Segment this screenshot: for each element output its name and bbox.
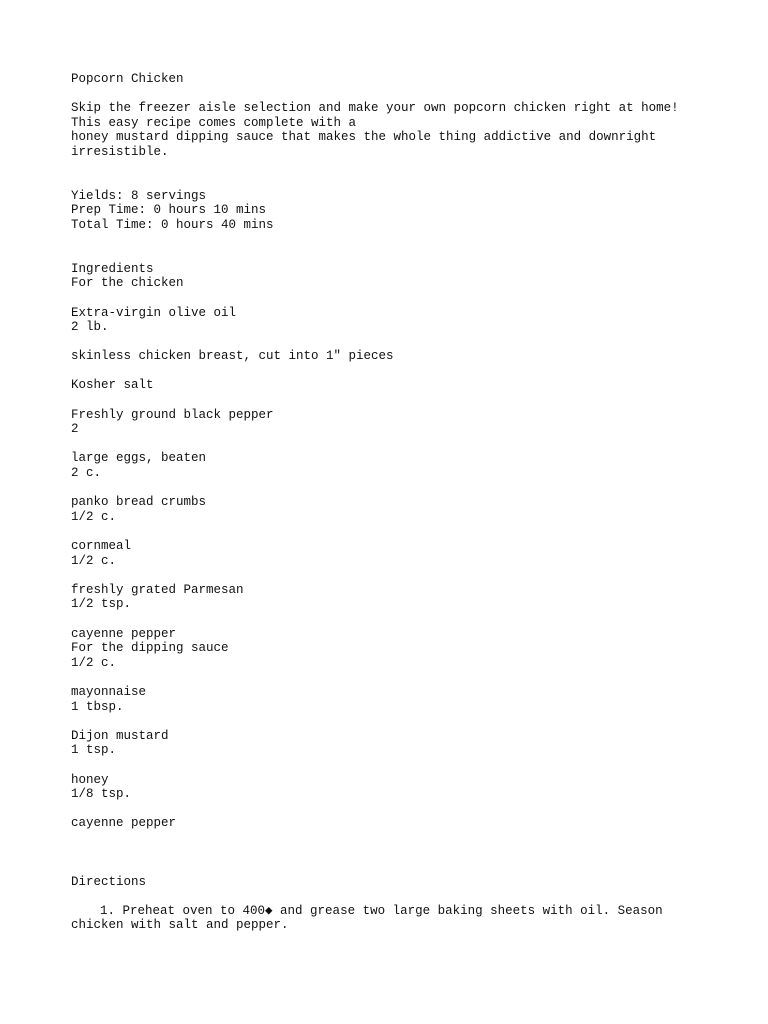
chicken-subheading: For the chicken [71,276,184,291]
intro-line: Skip the freezer aisle selection and make your own popcorn chicken right at home! [71,101,679,116]
ingredient-quantity: 1 tbsp. [71,699,124,714]
spacer [71,233,711,262]
yields-text: Yields: 8 servings [71,188,207,203]
chicken-ingredient-list [71,306,711,642]
intro-line: This easy recipe comes complete with a [71,115,357,130]
ingredient-item [71,816,711,831]
intro-line: honey mustard dipping sauce that makes the whole thing addictive and downright [71,130,657,145]
ingredient-quantity: 2 [71,422,79,437]
spacer [71,291,711,306]
ingredient-name: cayenne pepper [71,626,177,641]
sauce-ingredient-list [71,641,711,831]
ingredient-item [71,773,711,802]
directions-heading: Directions [71,874,147,889]
ingredient-item [71,495,711,524]
prep-time-text: Prep Time: 0 hours 10 mins [71,203,267,218]
directions-list [71,904,711,933]
ingredient-quantity: 2 lb. [71,320,109,335]
spacer [71,831,711,875]
ingredient-name: Dijon mustard [71,728,169,743]
ingredient-name: Kosher salt [71,378,154,393]
spacer [71,160,711,189]
sauce-header-group [71,641,711,670]
ingredients-heading: Ingredients [71,261,154,276]
ingredient-name: panko bread crumbs [71,495,207,510]
intro-line: irresistible. [71,144,169,159]
ingredient-name: Extra-virgin olive oil [71,305,237,320]
recipe-title: Popcorn Chicken [71,72,184,86]
ingredient-item [71,378,711,393]
ingredient-item [71,306,711,335]
ingredient-item [71,685,711,714]
spacer [71,889,711,904]
ingredient-name: freshly grated Parmesan [71,582,244,597]
total-time-text: Total Time: 0 hours 40 mins [71,217,274,232]
recipe-intro [71,101,711,159]
ingredient-name: mayonnaise [71,684,147,699]
ingredient-quantity: 1/2 c. [71,553,117,568]
ingredient-name: large eggs, beaten [71,451,207,466]
ingredient-name: honey [71,772,109,787]
ingredient-name: Freshly ground black pepper [71,407,274,422]
ingredient-item [71,539,711,568]
recipe-document [71,72,711,933]
ingredient-name: cayenne pepper [71,816,177,831]
ingredient-quantity: 2 c. [71,466,102,481]
ingredient-quantity: 1/2 tsp. [71,597,132,612]
ingredient-item [71,729,711,758]
ingredient-quantity: 1/2 c. [71,509,117,524]
ingredient-item [71,451,711,480]
ingredient-quantity: 1/8 tsp. [71,787,132,802]
sauce-subheading: For the dipping sauce [71,641,229,656]
direction-step: 1. Preheat oven to 400◆ and grease two large baking sheets with oil. Season chicken with salt and pepper. [71,903,671,933]
ingredient-item [71,627,711,642]
ingredient-item [71,583,711,612]
ingredient-name: skinless chicken breast, cut into 1" pieces [71,349,394,364]
ingredient-quantity: 1 tsp. [71,743,117,758]
ingredient-quantity: 1/2 c. [71,655,117,670]
ingredient-name: cornmeal [71,539,132,553]
spacer [71,87,711,102]
ingredient-item [71,349,711,364]
recipe-meta [71,189,711,233]
ingredient-item [71,408,711,437]
